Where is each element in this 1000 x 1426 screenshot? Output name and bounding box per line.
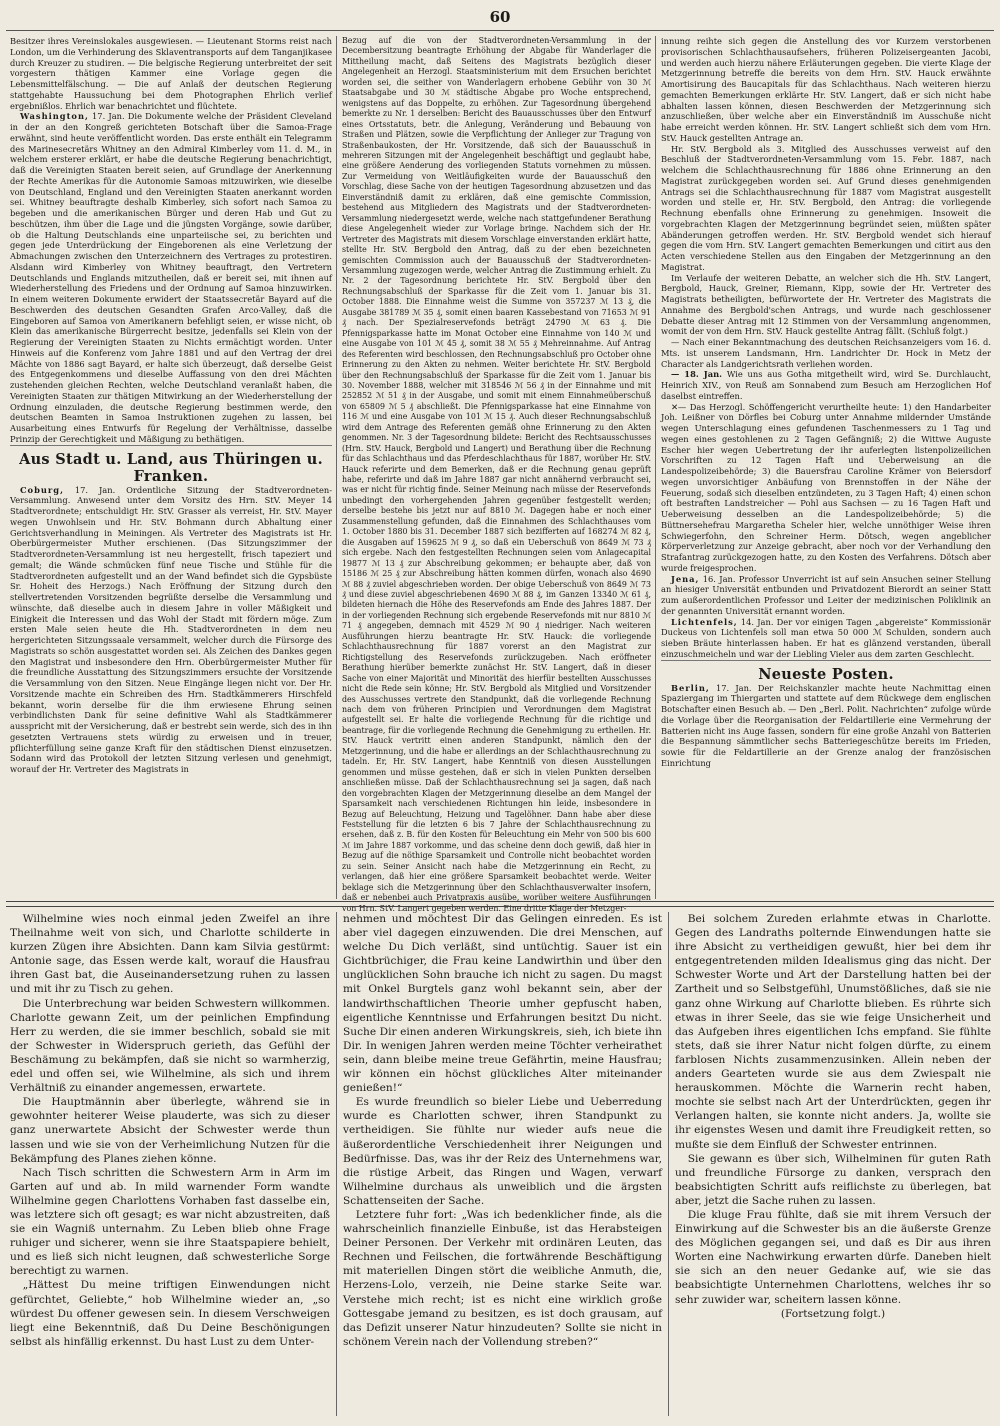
news-paragraph (10, 485, 332, 775)
news-column-3 (661, 36, 991, 899)
continuation-note: (Fortsetzung folgt.) (780, 1307, 886, 1320)
news-column-1 (10, 36, 332, 899)
story-paragraph: Die Hauptmännin aber überlegte, während sie in gewohnter heiterer Weise plauderte, was sich zu dieser ganz unerwartete Absicht der Schwester werde thun lassen und wie sie von der Verheimlichung Nutzen für die Bekämpfung des Planes ziehen könne. (10, 1096, 330, 1165)
section-heading-latest-news: Neueste Posten. (661, 660, 991, 683)
news-paragraph: Im Verlaufe der weiteren Debatte, an welcher sich die Hh. StV. Langert, Bergbold, Hauck, Greiner, Riemann, Kipp, sowie der Hr. Vertreter des Magistrats betheiligten, befürwortete der Hr. Vertreter des Magistrats die Annahme des Bergbold'schen Antrags, und wurde nach geschlossener Debatte dieser Antrag mit 12 Stimmen von der Versammlung angenommen, womit der von dem Hrn. StV. Hauck gestellte Antrag fällt. (Schluß folgt.) (661, 272, 991, 337)
dateline: — 18. Jan. (670, 369, 723, 380)
news-text: 16. Jan. Professor Unverricht ist auf sein Ansuchen seiner Stellung an hiesiger Universität entbunden und Privatdozent Bierordt an seiner Statt zum außerordentlichen Professor und Leiter der medizinischen Poliklinik an der genannten Universität ernannt worden. (661, 573, 991, 616)
story-paragraph: Wilhelmine wies noch einmal jeden Zweifel an ihre Theilnahme weit von sich, und Charlotte schilderte in kurzen Zügen ihre Absichten. Dann kam Silvia gestürmt: Antonie sage, das Essen werde kalt, worauf die Hausfrau ihren Gast bat, die Auseinandersetzung ruhen zu lassen und mit ihr zu Tisch zu gehen. (10, 913, 330, 996)
story-paragraph: Die Unterbrechung war beiden Schwestern willkommen. Charlotte gewann Zeit, um der peinlichen Empfindung Herr zu werden, die sie immer beschlich, sobald sie mit der Schwester in Widerspruch gerieth, das Gefühl der Beschämung zu bekämpfen, daß sie nicht so warmherzig, edel und offen sei, wie Wilhelmine, als sich und ihrem Verhältniß zu einander angemessen, erwartete. (10, 997, 330, 1095)
news-paragraph (661, 683, 991, 769)
column-rule (668, 912, 669, 1416)
news-paragraph: Besitzer ihres Vereinslokales ausgewiesen. — Lieutenant Storms reist nach London, um die Verhinderung des Sklaventransports auf dem Tanganjikasee durch Kreuzer zu studiren. — Die belgische Regierung unterbreitet der seit vorgestern thätigen Kammer eine Vorlage gegen die Lebensmittelfälschung. — Die auf Anlaß der deutschen Regierung stattgehabte Haussuchung bei dem Photographen Ehrlich verlief ergebnißlos. Ehrlich war benachrichtet und flüchtete. (10, 36, 332, 111)
news-text: 17. Jan. Der Reichskanzler machte heute Nachmittag einen Spaziergang im Thiergarten und stattete auf dem Rückwege dem englischen Botschafter einen Besuch ab. — Den „Berl. Polit. Nachrichten“ zufolge würde die Vorlage über die Reorganisation der Feldartillerie eine Vermehrung der Batterien nicht ins Auge fassen, sondern für eine große Anzahl von Batterien die Bespannung sämmtlicher sechs Batteriegeschütze bereits im Frieden, sowie für die Feldartillerie an der Grenze analog der französischen Einrichtung (661, 682, 991, 768)
feuilleton-column-3 (675, 912, 991, 1416)
dateline: Washington, (19, 111, 89, 122)
column-rule (655, 36, 656, 899)
dateline: Lichtenfels, (670, 616, 738, 627)
news-paragraph (661, 369, 991, 401)
feuilleton-column-1 (10, 912, 330, 1416)
story-paragraph: „Hättest Du meine triftigen Einwendungen nicht gefürchtet, Geliebte,“ hob Wilhelmine wieder an, „so würdest Du offener gewesen sein. In diesem Verschweigen liegt eine Bekenntniß, daß Du Deine Beschönigungen selbst als hinfällig erkennst. Du hast Lust zu dem Unter- (10, 1279, 330, 1348)
dateline: Berlin, (670, 682, 710, 693)
news-paragraph (10, 111, 332, 444)
column-rule (336, 36, 337, 899)
news-text: Wie uns aus Gotha mitgetheilt wird, wird Se. Durchlaucht, Heinrich XIV., von Reuß am Sonnabend zum Besuch am Herzoglichen Hof daselbst eintreffen. (661, 369, 991, 401)
news-paragraph: innung reihte sich gegen die Anstellung des vor Kurzem verstorbenen provisorischen Schlachthausaufsehers, früheren Polizeisergeanten Jacobi, und werden auch hierzu nähere Erläuterungen gegeben. Die vierte Klage der Metzgerinnung betreffe die bereits von dem Hrn. StV. Hauck erwähnte Amortisirung des Baucapitals für das Schlachthaus. Nach weiteren hierzu gemachten Bemerkungen erklärte Hr. StV. Langert, daß er sich nicht habe abhalten lassen können, diesen Beschwerden der Metzgerinnung sich anzuschließen, über welche aber ein Einverständniß im Ausschuße nicht habe erreicht werden können. Hr. StV. Langert schließt sich dem vom Hrn. StV. Hauck gestellten Antrage an. (661, 36, 991, 143)
feuilleton-separator (6, 901, 994, 907)
header-rule (6, 30, 994, 31)
dateline: Jena, (670, 573, 700, 584)
news-column-2 (342, 36, 651, 913)
story-paragraph: Nach Tisch schritten die Schwestern Arm in Arm im Garten auf und ab. In mild warnender Form wandte Wilhelmine gegen Charlottens Vorhaben fast dasselbe ein, was letztere sich oft gesagt; es war nicht abzustreiten, daß sie ein Wagniß unternahm. Zu Leben blieb ohne Frage ruhiger und sicherer, wenn sie ihre Staatspapiere behielt, und es ließ sich nicht leugnen, daß schwesterliche Sorge berechtigt zu warnen. (10, 1166, 330, 1278)
news-paragraph: — Nach einer Bekanntmachung des deutschen Reichsanzeigers vom 16. d. Mts. ist unserem Landsmann, Hrn. Landrichter Dr. Hock in Metz der Character als Landgerichtsrath verliehen worden. (661, 337, 991, 369)
story-paragraph: Es wurde freundlich so bieler Liebe und Ueberredung wurde es Charlotten schwer, ihren Standpunkt zu vertheidigen. Sie fühlte nur wieder aufs neue die äußerordentliche Verschiedenheit ihrer Neigungen und Bedürfnisse. Das, was ihr der Reiz des Unternehmens war, die rüstige Arbeit, das Ringen und Wagen, verwarf Wilhelmine durchaus als unweiblich und die ärgsten Schattenseiten der Sache. (343, 1096, 662, 1207)
news-text: 17. Jan. Ordentliche Sitzung der Stadtverordneten-Versammlung. Anwesend unter dem Vorsitz des Hrn. StV. Meyer 14 Stadtverordnete; entschuldigt Hr. StV. Grasser als verreist, Hr. StV. Mayer wegen Unwohlsein und Hr. StV. Bohmann durch Abhaltung einer Gerichtsverhandlung in Meiningen. Als Vertreter des Magistrats ist Hr. Oberbürgermeister Muther erschienen. (Das Sitzungszimmer der Stadtverordneten-Versammlung ist neu hergestellt, frisch tapeziert und gemalt; die Wände schmücken fünf neue Tische und Stühle für die Stadtverordneten aufgestellt und an der Wand befindet sich die Gypsbüste Sr. Hoheit des Herzogs.) Nach Eröffnung der Sitzung durch den stellvertretenden Vorsitzenden begrüßte derselbe die Versammlung und wünschte, daß dieselbe auch in diesem Jahre in voller Mäßigkeit und Einigkeit die Interessen und das Wohl der Stadt mit fördern möge. Zum ersten Male seien heute die Hh. Stadtverordneten in dem neu hergerichteten Sitzungssaale versammelt, welcher durch die Fürsorge des Magistrats so schön ausgestattet worden sei. Als Zeichen des Dankes gegen den Magistrat und insbesondere den Hrn. Oberbürgermeister Muther für die freundliche Ausstattung des Sitzungszimmers ersuchte der Vorsitzende die Versammlung von den Sitzen. Neue Eingänge liegen nicht vor. Der Hr. Vorsitzende machte ein Schreiben des Hrn. Stadtkämmerers Hirschfeld bekannt, worin derselbe für die ihm erwiesene Ehrung seinen verbindlichsten Dank für seine definitive Wahl als Stadtkämmerer ausspricht mit der Versicherung, daß er bestrebt sein werde, sich des in ihn gesetzten Vertrauens stets würdig zu erweisen und in treuer, pflichterfüllung seine ganze Kraft für den städtischen Dienst einzusetzen. Sodann wird das Protokoll der letzten Sitzung verlesen und genehmigt, worauf der Hr. Vertreter des Magistrats in (10, 484, 332, 774)
dateline: Coburg, (19, 484, 64, 495)
news-paragraph (661, 574, 991, 617)
section-heading-regional: Aus Stadt u. Land, aus Thüringen u. Franken. (10, 445, 332, 485)
news-paragraph: ✕— Das Herzogl. Schöffengericht verurtheilte heute: 1) den Handarbeiter Joh. Leißner von Dörfles bei Coburg unter Annahme mildernder Umstände wegen Unterschlagung eines gefundenen Taschenmessers zu 1 Tag und wegen eines gestohlenen zu 2 Tagen Gefängniß; 2) die Wittwe Auguste Escher hier wegen Uebertretung der ihr auferlegten listenpolizeilichen Vorschriften zu 12 Tagen Haft und Ueberweisung an die Landespolizeibehörde; 3) die Bauersfrau Caroline Krämer von Beiersdorf wegen unvorsichtiger Anbäufung von Brennstoffen in der Nähe der Feuerung, sodaß sich dieselben entzündeten, zu 3 Tagen Haft; 4) einen schon oft bestraften Landstreicher — Pohl aus Sachsen — zu 16 Tagen Haft und Ueberweisung desselben an die Landespolizeibehörde; 5) die Büttnersehefrau Margaretha Scheler hier, welche unnöthiger Weise ihren Schwiegerfohn, den Schreiner Herm. Dötsch, wegen angeblicher Körperverletzung zur Anzeige gebracht, aber noch vor der Verhandlung den Strafantrag zurückgezogen hatte, zu den Kosten des Verfahrens. Dötsch aber wurde freigesprochen. (661, 401, 991, 573)
page-number: 60 (489, 8, 511, 26)
story-paragraph: Sie gewann es über sich, Wilhelminen für guten Rath und freundliche Fürsorge zu danken, versprach den beabsichtigten Schritt aufs reiflichste zu überlegen, bat aber, jetzt die Sache ruhen zu lassen. (675, 1152, 991, 1207)
story-paragraph: Die kluge Frau fühlte, daß sie mit ihrem Versuch der Einwirkung auf die Schwester bis an die äußerste Grenze des Möglichen gegangen sei, und daß es Dir aus ihren Worten eine Nachwirkung erwarten dürfe. Daneben hielt sie sich an den neuer Gedanke auf, wie sie das beabsichtigte Unternehmen Charlottens, welches ihr so sehr zuwider war, scheitern lassen könne. (675, 1208, 991, 1306)
news-text: 14. Jan. Der vor einigen Tagen „abgereiste“ Kommissionär Duckeus von Lichtenfels soll man etwa 50 000 ℳ Schulden, sondern auch sieben Bräute hinterlassen haben. Er hat es glänzend verstanden, überall einzuschmeicheln und war der Liebling Vieler aus dem zarten Geschlecht. (661, 616, 991, 659)
news-text: 17. Jan. Die Dokumente welche der Präsident Cleveland in der an den Kongreß gerichteten Botschaft über die Samoa-Frage erwähnt, sind heute veröffentlicht worden. Das erste enthält ein Telegramm des Marinesecretärs Whitney an den Admiral Kimberley vom 11. d. M., in welchem ersterer erklärt, er habe die deutsche Regierung benachrichtigt, daß die Vereinigten Staaten bereit seien, auf Grundlage der Anerkennung der Rechte Amerikas für die Autonomie Samoas mitzuwirken, wie dieselbe von Deutschland, England und den Vereinigten Staaten anerkannt worden sei. Whitney beauftragte deshalb Kimberley, sich sofort nach Samoa zu begeben und die amerikanischen Bürger und deren Hab und Gut zu beschützen, ihm über die Lage und die jüngsten Vorgänge, sowie darüber, ob die Haltung Deutschlands eine unparteiische sei, zu berichten und gegen jede Unterdrückung der Eingeborenen als eine Verletzung der Abmachungen zwischen den Unterzeichnern des Vertrages zu protestiren. Alsdann wird Kimberley von Whitney beauftragt, den Vertretern Deutschlands und Englands mitzutheilen, daß er bereit sei, mit ihnen auf Wiederherstellung des Friedens und der Ordnung auf Samoa hinzuwirken. In einem weiteren Dokumente erwidert der Staatssecretär Bayard auf die Beschwerden des deutschen Gesandten Grafen Arco-Valley, daß die Eingeboren auf Samoa von Amerikanern befehligt seien, er wisse nicht, ob Klein das amerikanische Bürgerrecht besitze, jedenfalls sei Klein von der Regierung der Vereinigten Staaten zu Nichts ermächtigt worden. Unter Hinweis auf die Konferenz vom Jahre 1881 und auf den Vertrag der drei Mächte von 1886 sagt Bayard, er halte sich überzeugt, daß derselbe Geist des Entgegenkommens und dieselbe Auffassung von den drei Mächten zustehenden gleichen Rechten, welche Deutschland veranlaßt haben, die Vereinigten Staaten zur thätigen Mitwirkung an der Wiederherstellung der Ordnung einzuladen, die deutsche Regierung bestimmen werde, den deutschen Beamten in Samoa Instruktionen zugehen zu lassen, bei Ausarbeitung eines Entwurfs für Regelung der Verhältnisse, dasselbe Prinzip der Gerechtigkeit und Mäßigung zu bethätigen. (10, 111, 332, 444)
story-paragraph: nehmen und möchtest Dir das Gelingen einreden. Es ist aber viel dagegen einzuwenden. Die drei Menschen, auf welche Du Dich verläßt, sind untüchtig. Sauer ist ein Gichtbrüchiger, die Frau keine Landwirthin und über den unglücklichen Sohn brauche ich nicht zu sagen. Du magst mit Onkel Burgtels ganz wohl bekannt sein, aber der landwirthschaftlichen Theorie umher gepfuscht haben, eigentliche Kenntnisse und Erfahrungen besitzt Du nicht. Suche Dir einen anderen Wirkungskreis, sieh, ich biete ihn Dir. In wenigen Jahren werden meine Töchter verheirathet sein, dann bleibe meine treue Gefährtin, meine Hausfrau; wir können ein höchst glückliches Alter miteinander genießen!“ (343, 913, 662, 1095)
feuilleton-column-2 (343, 912, 662, 1416)
story-paragraph: Letztere fuhr fort: „Was ich bedenklicher finde, als die wahrscheinlich finanzielle Einbuße, ist das Herabsteigen Deiner Personen. Der Verkehr mit ordinären Leuten, das Rechnen und Feilschen, die fortwährende Beschäftigung mit materiellen Dingen stört die weibliche Anmuth, die, Herzens-Lolo, verzeih, nie Deine starke Seite war. Verstehe mich recht; ist es nicht eine wirklich große Gottesgabe jemand zu besitzen, es ist doch grausam, auf das Defizit unserer Natur hinzudeuten? Sollte sie nicht in schönem Verein nach der Vollendung streben?“ (343, 1208, 662, 1348)
story-paragraph: Bei solchem Zureden erlahmte etwas in Charlotte. Gegen des Landraths polternde Einwendungen hatte sie ihre Absicht zu vertheidigen gewußt, hier bei dem ihr entgegentretenden milden Idealismus ging das nicht. Der Schwester Worte und Art der Darstellung hatten bei der Zartheit und so Selbstgefühl, Unumstößliches, daß sie nie ganz ohne Wirkung auf Charlotte blieben. Es rührte sich etwas in ihrer Seele, das sie wie feige Unsicherheit und das Aufgeben ihres eigentlichen Ichs empfand. Sie fühlte stets, daß sie ihrer Natur nicht folgen dürfte, zu einem farblosen Nichts zusammenzusinken. Allein neben der anders Gearteten wurde sie aus dem Zwiespalt nie herauskommen. Möchte die Warnerin recht haben, mochte sie selbst nach Art der Unterdrückten, gegen ihr Verlangen halten, sie konnte nicht anders. Ja, wollte sie ihr eigenstes Wesen und damit ihre Freudigkeit retten, so mußte sie dem Einfluß der Schwester entrinnen. (675, 913, 991, 1151)
news-paragraph: Hr. StV. Bergbold als 3. Mitglied des Ausschusses verweist auf den Beschluß der Stadtverordneten-Versammlung vom 15. Febr. 1887, nach welchem die Schlachthausrechnung für 1886 ohne Erinnerung an den Magistrat zurückgegeben worden sei. Auf Grund dieses genehmigenden Antrags sei die Schlachthausrechnung für 1887 vom Magistrat ausgestellt worden und stelle er, Hr. StV. Bergbold, den Antrag: die vorliegende Rechnung ebenfalls ohne Erinnerung zu genehmigen. Insoweit die vorgebrachten Klagen der Metzgerinnung begründet seien, müßten später Abänderungen getroffen werden. Hr. StV. Bergbold wendet sich hierauf gegen die vom Hrn. StV. Langert gemachten Bemerkungen und citirt aus den Acten verschiedene Stellen aus den Eingaben der Metzgerinnung an den Magistrat. (661, 143, 991, 272)
news-paragraph: Bezug auf die von der Stadtverordneten-Versammlung in der Decembersitzung beantragte Erhöhung der Abgabe für Wanderlager die Mittheilung macht, daß Seitens des Magistrats bezüglich dieser Angelegenheit an Herzogl. Staatsministerium mit dem Ersuchen berichtet worden sei, die seither von Wanderlagern erhobene Gebühr von 30 ℳ Staatsabgabe und 30 ℳ städtische Abgabe pro Woche entsprechend, wenigstens auf das Doppelte, zu erhöhen. Zur Tagesordnung übergehend bemerkte zu Nr. 1 derselben: Bericht des Bauausschusses über den Entwurf eines Ortsstatuts, betr. die Anlegung, Veränderung und Bebauung von Straßen und Plätzen, sowie die Verpflichtung der Anlieger zur Tragung von Straßenbaukosten, der Hr. Vorsitzende, daß sich der Bauausschuß in mehreren Sitzungen mit der Angelegenheit beschäftigt und geglaubt habe, eine größere Aenderung des vorliegenden Statuts vornehmen zu müssen. Zur Vermeidung von Weitläufigkeiten wurde der Bauausschuß den Vorschlag, diese Sache von der heutigen Tagesordnung abzusetzen und das Einverständniß damit zu erklären, daß eine gemischte Commission, bestehend aus Mitgliedern des Magistrats und der Stadtverordneten-Versammlung niedergesetzt werde, welche nach stattgefundener Berathung diese Angelegenheit wieder zur Vorlage bringe. Nachdem sich der Hr. Vertreter des Magistrats mit diesem Vorschlage einverstanden erklärt hatte, stellte Hr. StV. Bergbold den Antrag, daß zu der eben bezeichneten gemischten Commission auch der Bauausschuß der Stadtverordneten-Versammlung zugezogen werde, welcher Antrag die Zustimmung erhielt. Zu Nr. 2 der Tagesordnung berichtete Hr. StV. Bergbold über den Rechnungsabschluß der Sparkasse für die Zeit vom 1. Januar bis 31. October 1888. Die Einnahme weist die Summe von 357237 ℳ 13 ₰, die Ausgabe 381789 ℳ 35 ₰, somit einen baaren Kassebestand von 71653 ℳ 91 ₰ nach. Der Spezialreservefonds beträgt 24790 ℳ 63 ₰. Die Pfennigsparkasse hatte im Monat October eine Einnahme von 140 ℳ und eine Ausgabe von 101 ℳ 45 ₰, somit 38 ℳ 55 ₰ Mehreinnahme. Auf Antrag des Referenten wird beschlossen, den Rechnungsabschluß pro October ohne Erinnerung zu den Akten zu nehmen. Weiter berichtete Hr. StV. Bergbold über den Rechnungsabschluß der Sparkasse für die Zeit vom 1. Januar bis 30. November 1888, welcher mit 318546 ℳ 56 ₰ in der Einnahme und mit 252852 ℳ 51 ₰ in der Ausgabe, und somit mit einem Einnahmeüberschuß von 65809 ℳ 5 ₰ abschließt. Die Pfennigsparkasse hat eine Einnahme von 116 ℳ und eine Ausgabe von 101 ℳ 15 ₰. Auch dieser Rechnungsabschluß wird dem Antrage des Referenten gemäß ohne Erinnerung zu den Akten genommen. Nr. 3 der Tagesordnung bildete: Bericht des Rechtsausschusses (Hrn. StV. Hauck, Bergbold und Langert) und Berathung über die Rechnung für das Schlachthaus und das Pferdeschlachthaus für 1887, worüber Hr. StV. Hauck referirte und dem Bemerken, daß er die Rechnung genau geprüft habe, referirte und daß im Jahre 1887 gar nicht annähernd verbraucht sei, was er nicht für richtig finde. Seiner Meinung nach müsse der Reservefonds unbedingt den vorhergehenden Jahren gegenüber festgestellt werden; derselbe bestehe bis jetzt nur auf 8810 ℳ. Dagegen habe er noch einer Zusammenstellung gefunden, daß die Einnahmen des Schlachthauses vom 1. October 1880 bis 31. December 1887 sich bezifferten auf 168274 ℳ 82 ₰, die Ausgaben auf 159625 ℳ 9 ₰, so daß ein Ueberschuß von 8649 ℳ 73 ₰ sich ergebe. Nach den festgestellten Rechnungen seien vom Anlagecapital 19877 ℳ 13 ₰ zur Abschreibung gekommen; er behaupte aber, daß von 15186 ℳ 25 ₰ zur Abschreibung hätten kommen dürfen, wonach also 4690 ℳ 88 ₰ zuviel abgeschrieben worden. Der obige Ueberschuß von 8649 ℳ 73 ₰ und diese zuviel abgeschriebenen 4690 ℳ 88 ₰, im Ganzen 13340 ℳ 61 ₰, bildeten hiernach die Höhe des Reservefonds am Ende des Jahres 1887. Der in der vorliegenden Rechnung sich ergebende Reservefonds mit nur 8810 ℳ 71 ₰ angegeben, demnach mit 4529 ℳ 90 ₰ niedriger. Nach weiteren Ausführungen hierzu beantragte Hr. StV. Hauck: die vorliegende Schlachthausrechnung für 1887 vorerst an den Magistrat zur Richtigstellung des Reservefonds zurückzugeben. Nach eröffneter Berathung hierüber bemerkte zunächst Hr. StV. Langert, daß in dieser Sache von einer Majorität und Minorität des hierfür bestellten Ausschusses nicht die Rede sein könne; Hr. StV. Bergbold als Mitglied und Vorsitzender des Ausschusses vertrete den Standpunkt, daß die vorliegende Rechnung nach dem von früheren Principien und Verordnungen dem Magistrat aufgestellt sei. Er halte die vorliegende Rechnung für die richtige und beantrage, für die vorliegende Rechnung die Genehmigung zu ertheilen. Hr. StV. Hauck vertritt einen anderen Standpunkt, nämlich den der Metzgerinnung, und die habe er allerdings an der Schlachthausrechnung zu tadeln. Er, Hr. StV. Langert, habe Kenntniß von diesen Ausstellungen genommen und müsse gestehen, daß er sich in vielen Punkten derselben anschließen müsse. Daß der Schlachthausrechnung sei ja sagen, daß nach den vorgebrachten Klagen der Metzgerinnung dieselbe an dem Mangel der Sparsamkeit nach verschiedenen Richtungen hin leide, insbesondere in Bezug auf Beleuchtung, Heizung und Tagelöhner. Dann habe aber diese Feststellung für die letzten 6 bis 7 Jahre der Schlachthausrechnung zu ersehen, daß z. B. für den Kosten für Beleuchtung ein Mehr von 500 bis 600 ℳ im Jahre 1887 vorkomme, und das scheine denn doch gewiß, daß hier in Bezug auf die nöthige Sparsamkeit und Controlle nicht beobachtet worden zu sein. Seiner Ansicht nach habe die Metzgerinnung ein Recht, zu verlangen, daß hier eine größere Sparsamkeit beobachtet werde. Weiter beklage sich die Metzgerinnung über den Schlachthausverwalter insofern, daß er nebenbei auch Privatpraxis ausübe, worüber weitere Ausführungen von Hrn. StV. Langert gegeben werden. Eine dritte Klage der Metzger- (342, 36, 651, 913)
column-rule (336, 912, 337, 1416)
news-paragraph (661, 617, 991, 660)
